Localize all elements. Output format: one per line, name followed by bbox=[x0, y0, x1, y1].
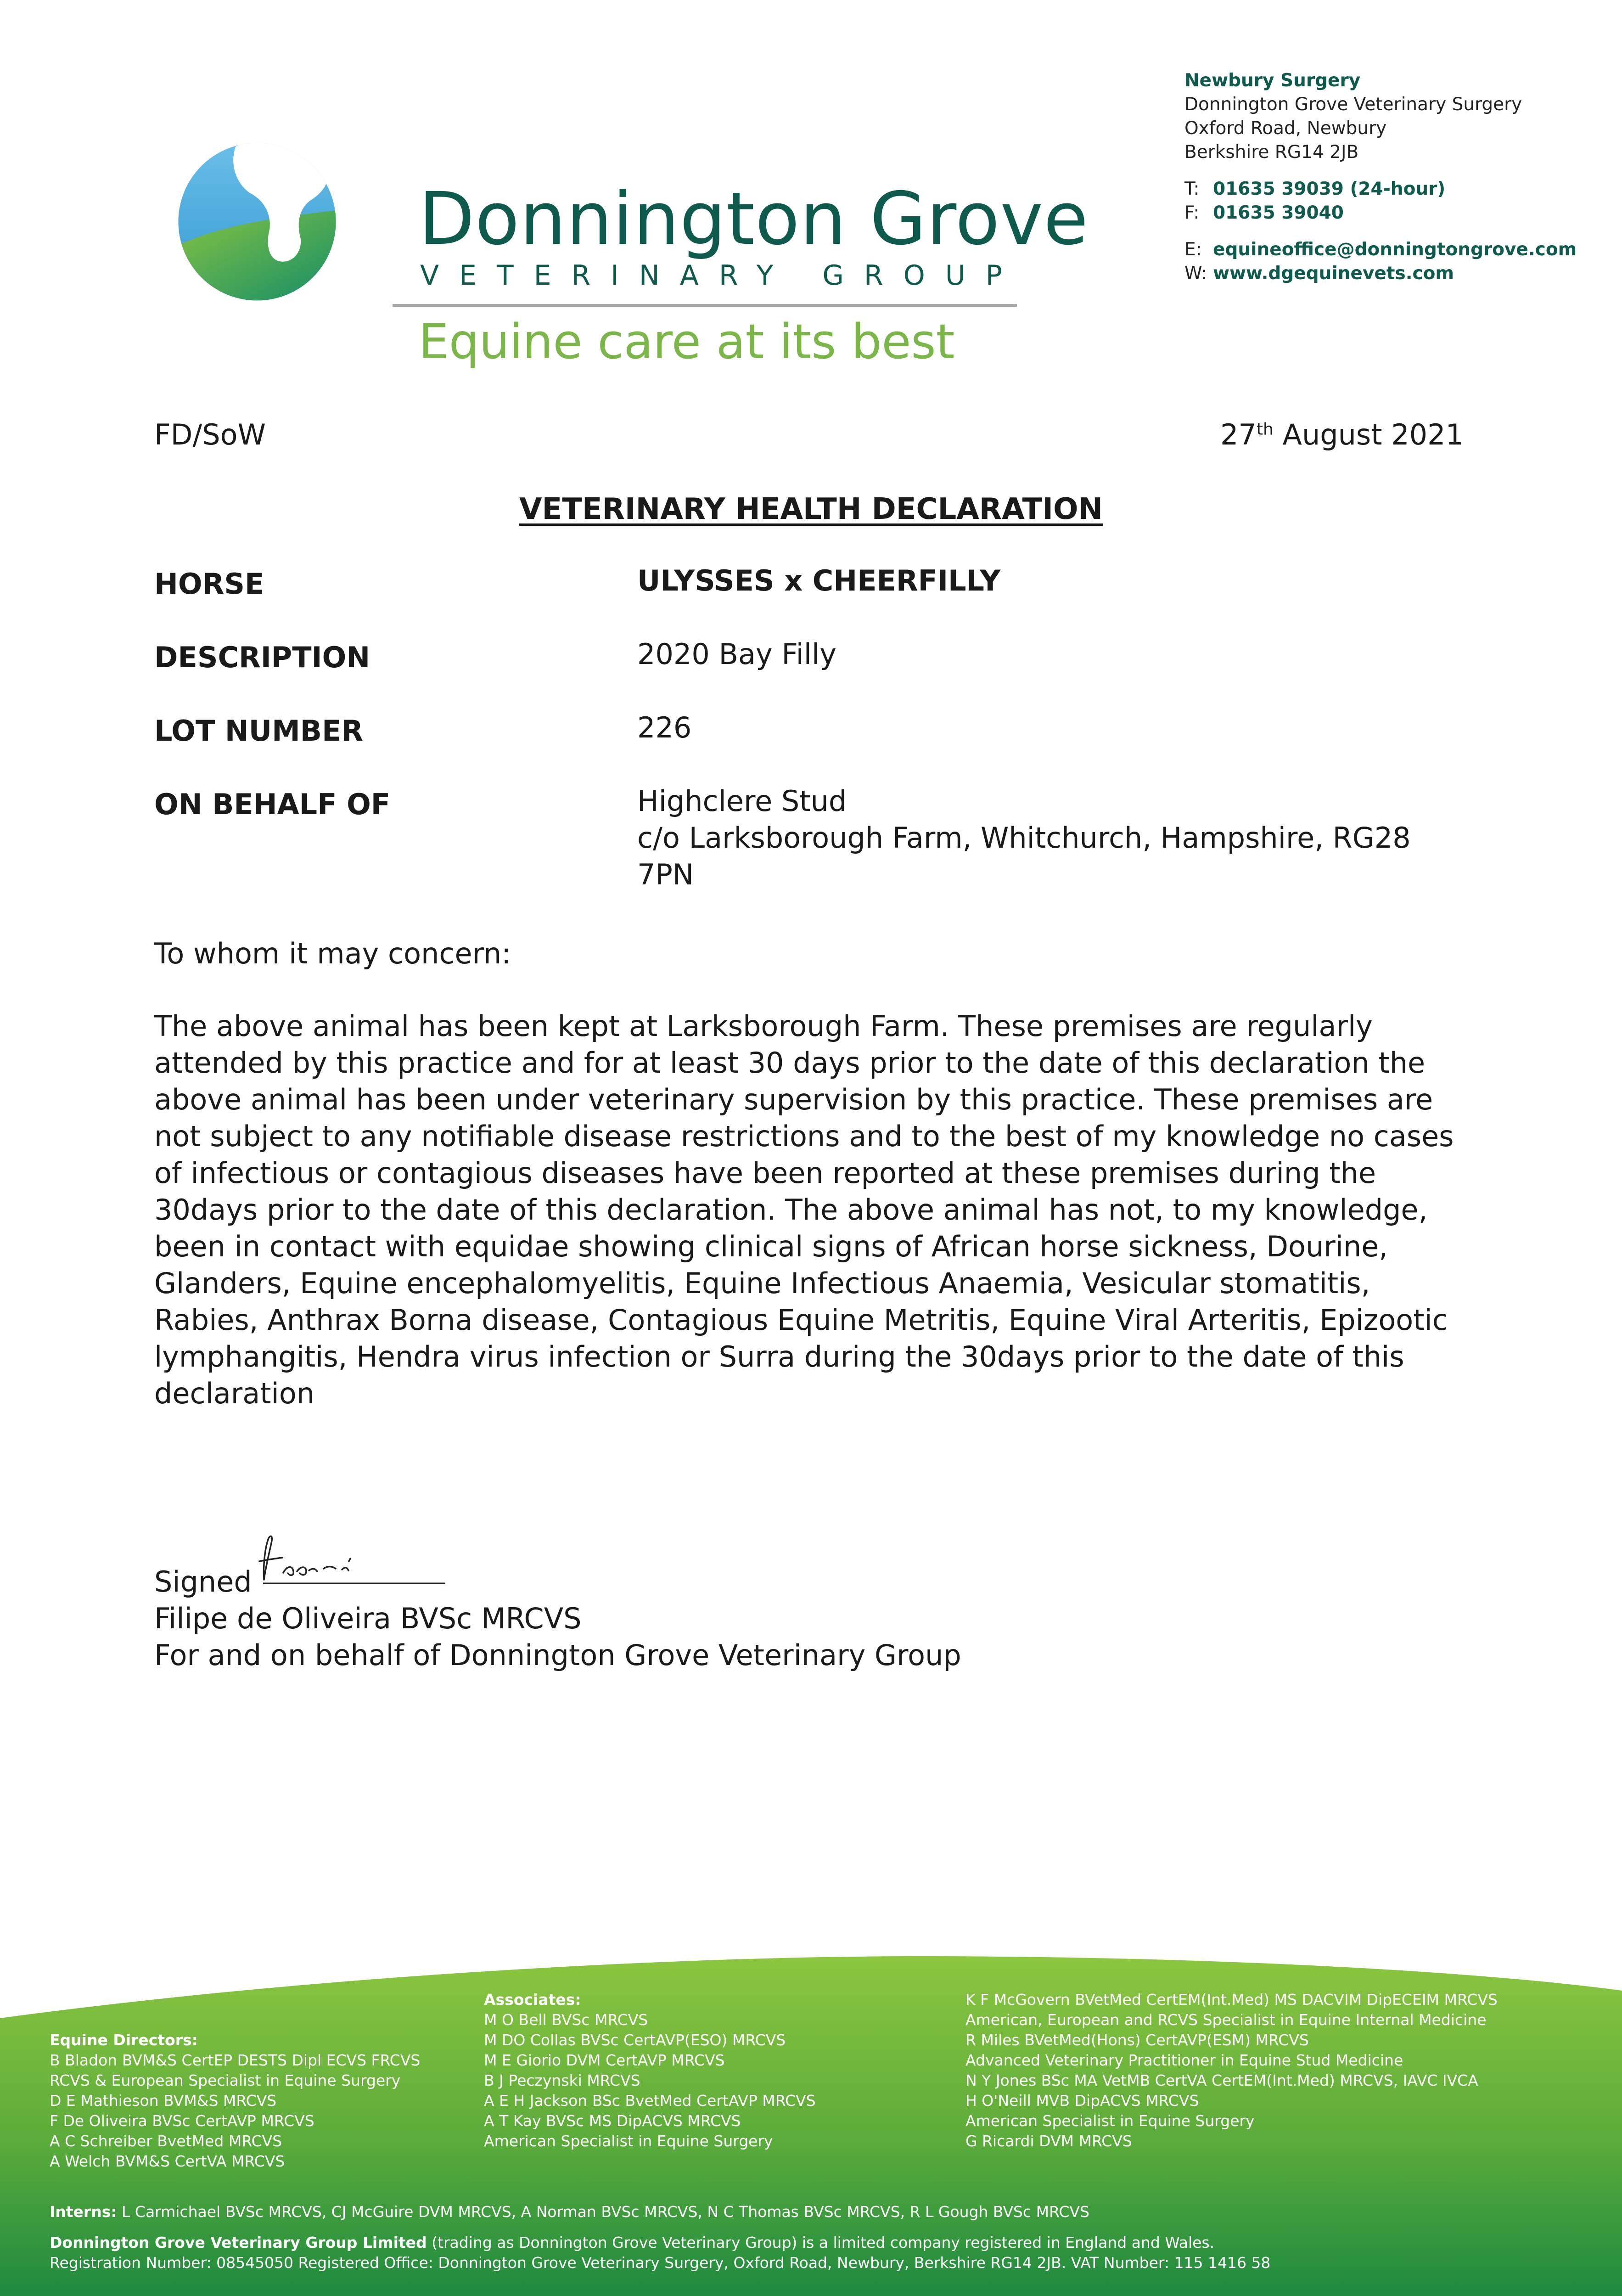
signer-block bbox=[154, 1600, 961, 1674]
associate-entry: American Specialist in Equine Surgery bbox=[484, 2132, 773, 2150]
director-entry: A Welch BVM&S CertVA MRCVS bbox=[50, 2152, 285, 2170]
on-behalf-value: Highclere Stud c/o Larksborough Farm, Whitchurch, Hampshire, RG28 7PN bbox=[637, 784, 1411, 891]
phone-label: T: bbox=[1184, 179, 1200, 199]
associate-entry: A T Kay BVSc MS DipACVS MRCVS bbox=[484, 2112, 741, 2130]
director-entry: F De Oliveira BVSc CertAVP MRCVS bbox=[50, 2112, 314, 2130]
signer-name: Filipe de Oliveira BVSc MRCVS bbox=[154, 1602, 582, 1635]
specialists-column bbox=[965, 1990, 1498, 2151]
specialist-entry: N Y Jones BSc MA VetMB CertVA CertEM(Int.Med) MRCVS, IAVC IVCA bbox=[965, 2071, 1478, 2089]
specialist-entry: R Miles BVetMed(Hons) CertAVP(ESM) MRCVS bbox=[965, 2031, 1309, 2049]
specialist-entry: K F McGovern BVetMed CertEM(Int.Med) MS DACVIM DipECEIM MRCVS bbox=[965, 1991, 1498, 2009]
email-link[interactable]: equineoffice@donningtongrove.com bbox=[1213, 239, 1577, 260]
description-value: 2020 Bay Filly bbox=[637, 637, 836, 671]
director-entry: A C Schreiber BvetMed MRCVS bbox=[50, 2132, 282, 2150]
address-line: Oxford Road, Newbury bbox=[1184, 118, 1387, 139]
brand-group: VETERINARY GROUP bbox=[420, 259, 1022, 292]
interns-line: Interns: L Carmichael BVSc MRCVS, CJ McGuire DVM MRCVS, A Norman BVSc MRCVS, N C Thomas BVSc MRCVS, R L Gough BVSc MRCVS bbox=[50, 2203, 1089, 2221]
web-label: W: bbox=[1184, 263, 1207, 284]
specialist-entry: Advanced Veterinary Practitioner in Equine Stud Medicine bbox=[965, 2051, 1403, 2069]
phone-number[interactable]: 01635 39039 (24-hour) bbox=[1213, 179, 1446, 199]
logo-horse-emblem bbox=[168, 129, 347, 308]
associate-entry: M E Giorio DVM CertAVP MRCVS bbox=[484, 2051, 725, 2069]
associate-entry: M DO Collas BVSc CertAVP(ESO) MRCVS bbox=[484, 2031, 786, 2049]
handwritten-signature bbox=[255, 1529, 448, 1589]
address-line: Berkshire RG14 2JB bbox=[1184, 142, 1359, 163]
director-entry: RCVS & European Specialist in Equine Surgery bbox=[50, 2071, 401, 2089]
directors-column: Equine Directors: B Bladon BVM&S CertEP DESTS Dipl ECVS FRCVS RCVS & European Specialist in Equine Surgery D E Mathieson BVM&S MRCVS F De Oliveira BVSc CertAVP MRCVS A C Schreiber BvetMed MRCVS A Welch BVM&S CertVA MRCVS bbox=[50, 2030, 420, 2172]
horse-value: ULYSSES x CHEERFILLY bbox=[637, 564, 1001, 597]
director-entry: B Bladon BVM&S CertEP DESTS Dipl ECVS FRCVS bbox=[50, 2051, 421, 2069]
on-behalf-label: ON BEHALF OF bbox=[154, 788, 391, 821]
registration-line: Registration Number: 08545050 Registered Office: Donnington Grove Veterinary Surgery, Oxford Road, Newbury, Berkshire RG14 2JB. VAT Number: 115 1416 58 bbox=[50, 2254, 1271, 2272]
letter-reference: FD/SoW bbox=[154, 418, 266, 451]
specialist-entry: American Specialist in Equine Surgery bbox=[965, 2112, 1255, 2130]
associate-entry: M O Bell BVSc MRCVS bbox=[484, 2011, 648, 2029]
signed-label: Signed bbox=[154, 1565, 252, 1598]
declaration-title: VETERINARY HEALTH DECLARATION bbox=[519, 492, 1103, 526]
fax-label: F: bbox=[1184, 203, 1200, 223]
lot-number-label: LOT NUMBER bbox=[154, 714, 364, 748]
specialist-entry: American, European and RCVS Specialist in Equine Internal Medicine bbox=[965, 2011, 1487, 2029]
greeting: To whom it may concern: bbox=[154, 937, 511, 970]
lot-number-value: 226 bbox=[637, 711, 692, 744]
associate-entry: A E H Jackson BSc BvetMed CertAVP MRCVS bbox=[484, 2092, 816, 2110]
contact-block bbox=[1184, 69, 1577, 286]
address-line: Donnington Grove Veterinary Surgery bbox=[1184, 94, 1522, 115]
declaration-body: The above animal has been kept at Larksborough Farm. These premises are regularly attended by this practice and for at least 30 days prior to the date of this declaration the above animal has been under veterinary supervision by this practice. These premises are not subject to any notifiable disease restrictions and to the best of my knowledge no cases of infectious or contagious diseases have been reported at these premises during the 30days prior to the date of this declaration. The above animal has not, to my knowledge, been in contact with equidae showing clinical signs of African horse sickness, Dourine, Glanders, Equine encephalomyelitis, Equine Infectious Anaemia, Vesicular stomatitis, Rabies, Anthrax Borna disease, Contagious Equine Metritis, Equine Viral Arteritis, Epizootic lymphangitis, Hendra virus infection or Surra during the 30days prior to the date of this declaration bbox=[154, 1009, 1454, 1410]
brand-tagline: Equine care at its best bbox=[419, 314, 955, 370]
brand-divider bbox=[393, 304, 1017, 307]
website-link[interactable]: www.dgequinevets.com bbox=[1213, 263, 1454, 284]
specialist-entry: H O'Neill MVB DipACVS MRCVS bbox=[965, 2092, 1199, 2110]
horse-label: HORSE bbox=[154, 567, 264, 601]
brand-name: Donnington Grove bbox=[419, 177, 1089, 261]
director-entry: D E Mathieson BVM&S MRCVS bbox=[50, 2092, 277, 2110]
surgery-name: Newbury Surgery bbox=[1184, 70, 1361, 91]
signer-role: For and on behalf of Donnington Grove Veterinary Group bbox=[154, 1638, 961, 1672]
description-label: DESCRIPTION bbox=[154, 641, 370, 674]
email-label: E: bbox=[1184, 239, 1202, 260]
specialist-entry: G Ricardi DVM MRCVS bbox=[965, 2132, 1132, 2150]
letter-date: 27th August 2021 bbox=[1220, 418, 1464, 451]
associate-entry: B J Peczynski MRCVS bbox=[484, 2071, 640, 2089]
fax-number: 01635 39040 bbox=[1213, 203, 1344, 223]
associates-column: Associates: M O Bell BVSc MRCVS M DO Collas BVSc CertAVP(ESO) MRCVS M E Giorio DVM CertAVP MRCVS B J Peczynski MRCVS A E H Jackson BSc BvetMed CertAVP MRCVS A T Kay BVSc MS DipACVS MRCVS American Specialist in Equine Surgery bbox=[484, 1990, 816, 2151]
company-line: Donnington Grove Veterinary Group Limited (trading as Donnington Grove Veterinary Group) is a limited company registered in England and Wales. bbox=[50, 2234, 1215, 2251]
